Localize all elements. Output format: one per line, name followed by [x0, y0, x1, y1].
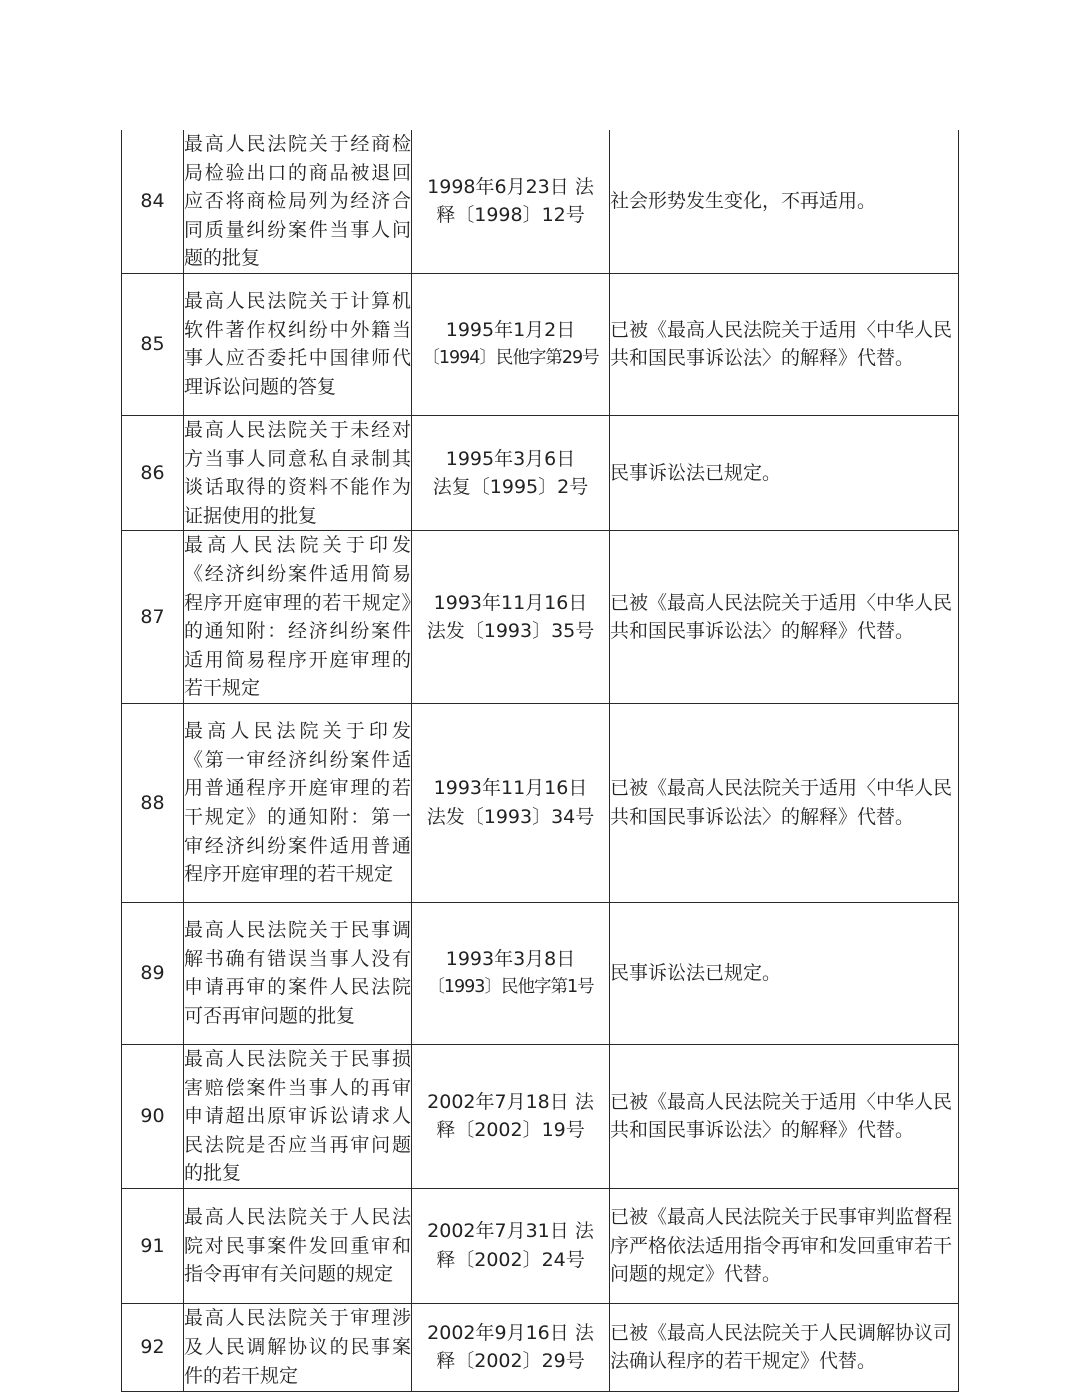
issue-date: 1993年3月8日	[445, 947, 576, 970]
document-title: 最高人民法院关于审理涉及人民调解协议的民事案件的若干规定	[184, 1303, 412, 1391]
row-number: 84	[122, 130, 184, 273]
table-row	[122, 415, 959, 530]
issue-date: 1993年11月16日	[433, 777, 588, 800]
document-number: 释〔1998〕12号	[436, 204, 585, 227]
issue-date-and-number	[412, 902, 610, 1044]
row-number: 87	[122, 531, 184, 704]
abolition-reason: 已被《最高人民法院关于适用〈中华人民共和国民事诉讼法〉的解释》代替。	[610, 531, 959, 704]
issue-date: 2002年7月31日 法	[427, 1220, 594, 1243]
abolition-reason: 已被《最高人民法院关于民事审判监督程序严格依法适用指令再审和发回重审若干问题的规定》代替。	[610, 1188, 959, 1303]
issue-date: 1998年6月23日 法	[427, 175, 594, 198]
table-row	[122, 1188, 959, 1303]
abolished-interpretations-table	[121, 130, 959, 1392]
table-row	[122, 1303, 959, 1391]
issue-date-and-number	[412, 273, 610, 415]
issue-date-and-number	[412, 1044, 610, 1188]
abolition-reason: 已被《最高人民法院关于适用〈中华人民共和国民事诉讼法〉的解释》代替。	[610, 1044, 959, 1188]
issue-date-and-number	[412, 1188, 610, 1303]
abolition-reason: 已被《最高人民法院关于适用〈中华人民共和国民事诉讼法〉的解释》代替。	[610, 273, 959, 415]
document-number: 释〔2002〕29号	[436, 1350, 585, 1373]
issue-date-and-number	[412, 703, 610, 902]
abolition-reason: 社会形势发生变化，不再适用。	[610, 130, 959, 273]
table-row	[122, 703, 959, 902]
row-number: 92	[122, 1303, 184, 1391]
abolition-reason: 已被《最高人民法院关于适用〈中华人民共和国民事诉讼法〉的解释》代替。	[610, 703, 959, 902]
issue-date: 2002年9月16日 法	[427, 1321, 594, 1344]
row-number: 86	[122, 415, 184, 530]
table-row	[122, 902, 959, 1044]
issue-date-and-number	[412, 415, 610, 530]
document-title: 最高人民法院关于民事损害赔偿案件当事人的再审申请超出原审诉讼请求人民法院是否应当再审问题的批复	[184, 1044, 412, 1188]
issue-date-and-number	[412, 531, 610, 704]
issue-date: 1995年3月6日	[445, 447, 576, 470]
document-number: 法发〔1993〕34号	[426, 805, 595, 828]
row-number: 88	[122, 703, 184, 902]
issue-date: 2002年7月18日 法	[427, 1090, 594, 1113]
document-number: 法复〔1995〕2号	[432, 476, 589, 499]
document-number: 法发〔1993〕35号	[426, 620, 595, 643]
document-title: 最高人民法院关于民事调解书确有错误当事人没有申请再审的案件人民法院可否再审问题的批复	[184, 902, 412, 1044]
issue-date: 1993年11月16日	[433, 591, 588, 614]
document-title: 最高人民法院关于经商检局检验出口的商品被退回应否将商检局列为经济合同质量纠纷案件当事人问题的批复	[184, 130, 412, 273]
document-title: 最高人民法院关于未经对方当事人同意私自录制其谈话取得的资料不能作为证据使用的批复	[184, 415, 412, 530]
row-number: 85	[122, 273, 184, 415]
table-row	[122, 531, 959, 704]
document-title: 最高人民法院关于印发《经济纠纷案件适用简易程序开庭审理的若干规定》的通知附：经济纠纷案件适用简易程序开庭审理的若干规定	[184, 531, 412, 704]
document-number: 释〔2002〕24号	[436, 1248, 585, 1271]
row-number: 91	[122, 1188, 184, 1303]
document-title: 最高人民法院关于计算机软件著作权纠纷中外籍当事人应否委托中国律师代理诉讼问题的答复	[184, 273, 412, 415]
document-title: 最高人民法院关于人民法院对民事案件发回重审和指令再审有关问题的规定	[184, 1188, 412, 1303]
issue-date: 1995年1月2日	[445, 318, 576, 341]
document-number: 释〔2002〕19号	[436, 1119, 585, 1142]
document-number: 〔1994〕民他字第29号	[422, 348, 599, 369]
abolition-reason: 民事诉讼法已规定。	[610, 902, 959, 1044]
table-row	[122, 130, 959, 273]
abolition-reason: 民事诉讼法已规定。	[610, 415, 959, 530]
table-row	[122, 273, 959, 415]
document-title: 最高人民法院关于印发《第一审经济纠纷案件适用普通程序开庭审理的若干规定》的通知附：第一审经济纠纷案件适用普通程序开庭审理的若干规定	[184, 703, 412, 902]
row-number: 89	[122, 902, 184, 1044]
row-number: 90	[122, 1044, 184, 1188]
table-row	[122, 1044, 959, 1188]
issue-date-and-number	[412, 1303, 610, 1391]
issue-date-and-number	[412, 130, 610, 273]
document-number: 〔1993〕民他字第1号	[427, 977, 594, 998]
abolition-reason: 已被《最高人民法院关于人民调解协议司法确认程序的若干规定》代替。	[610, 1303, 959, 1391]
